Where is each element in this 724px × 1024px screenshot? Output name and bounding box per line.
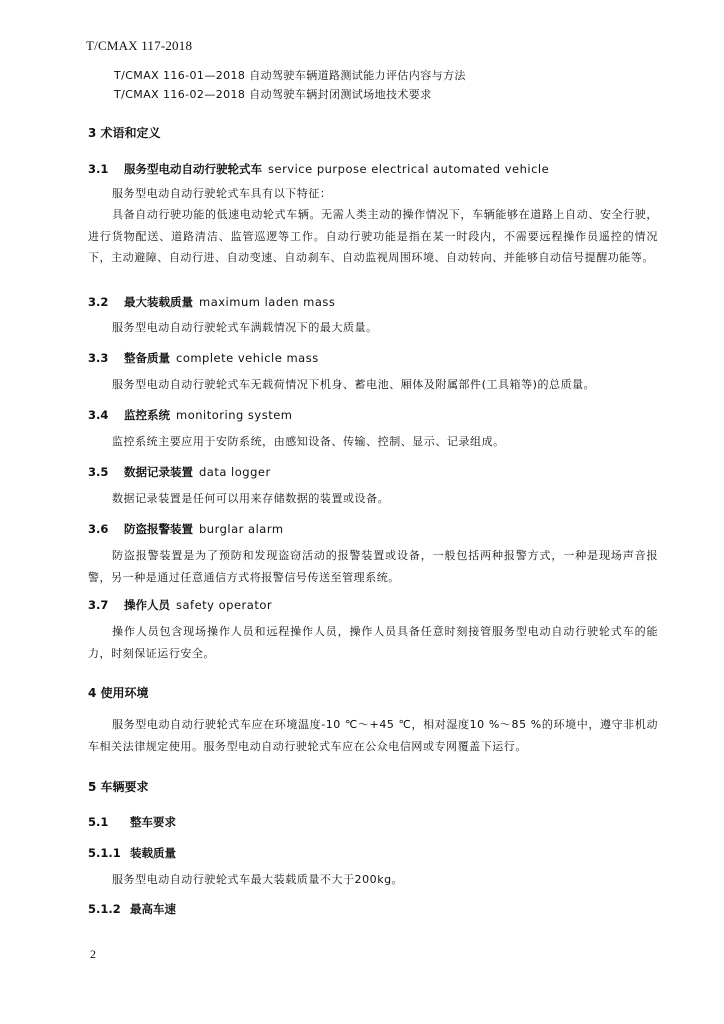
section-3-1-body: 具备自动行驶功能的低速电动轮式车辆。无需人类主动的操作情况下，车辆能够在道路上自动、安全行驶，进行货物配送、道路清洁、监管巡逻等工作。自动行驶功能是指在某一时段内，不需要远程操作员遥控的情况下，主动避障、自动行进、自动变速、自动刹车、自动监视周围环境、自动转向、并能够自动信号提醒功能等。: [88, 208, 658, 264]
section-4-heading: 4 使用环境: [88, 686, 149, 700]
section-5-heading: 5 车辆要求: [88, 780, 149, 794]
section-3-4-heading: 3.4 监控系统 monitoring system: [88, 408, 293, 422]
reference-line-1: T/CMAX 116-01—2018 自动驾驶车辆道路测试能力评估内容与方法: [114, 69, 466, 82]
section-3-7-body: 操作人员包含现场操作人员和远程操作人员，操作人员具备任意时刻接管服务型电动自动行驶轮式车的能力，时刻保证运行安全。: [88, 625, 658, 660]
section-5-1-1-body: 服务型电动自动行驶轮式车最大装载质量不大于200kg。: [112, 873, 404, 886]
reference-line-2: T/CMAX 116-02—2018 自动驾驶车辆封闭测试场地技术要求: [114, 88, 432, 101]
section-3-heading: 3 术语和定义: [88, 126, 161, 140]
section-4-body: 服务型电动自动行驶轮式车应在环境温度-10 ℃～+45 ℃，相对湿度10 %～85 %的环境中，遵守非机动车相关法律规定使用。服务型电动自动行驶轮式车应在公众电信网或专网覆盖下运行。: [88, 718, 658, 753]
section-3-1-intro: 服务型电动自动行驶轮式车具有以下特征：: [112, 187, 332, 200]
section-5-1-1-heading: 5.1.1 装载质量: [88, 846, 176, 860]
section-3-6-heading: 3.6 防盗报警装置 burglar alarm: [88, 522, 284, 536]
section-3-3-heading: 3.3 整备质量 complete vehicle mass: [88, 351, 319, 365]
section-number: 3.1: [88, 162, 109, 176]
section-3-2-heading: 3.2 最大装载质量 maximum laden mass: [88, 295, 336, 309]
term-chinese: 服务型电动自动行驶轮式车: [124, 162, 262, 176]
section-3-2-body: 服务型电动自动行驶轮式车满载情况下的最大质量。: [112, 321, 378, 334]
section-3-4-body: 监控系统主要应用于安防系统，由感知设备、传输、控制、显示、记录组成。: [112, 435, 505, 448]
section-3-6-body: 防盗报警装置是为了预防和发现盗窃活动的报警装置或设备，一般包括两种报警方式，一种是现场声音报警，另一种是通过任意通信方式将报警信号传送至管理系统。: [88, 549, 658, 584]
section-3-5-heading: 3.5 数据记录装置 data logger: [88, 465, 271, 479]
document-code-header: T/CMAX 117-2018: [86, 38, 193, 53]
section-3-7-heading: 3.7 操作人员 safety operator: [88, 598, 273, 612]
section-5-1-2-heading: 5.1.2 最高车速: [88, 902, 176, 916]
section-3-1-heading: [88, 161, 549, 177]
section-5-1-heading: 5.1 整车要求: [88, 815, 176, 829]
section-3-3-body: 服务型电动自动行驶轮式车无载荷情况下机身、蓄电池、厢体及附属部件(工具箱等)的总质量。: [112, 378, 596, 391]
term-english: service purpose electrical automated vehicle: [268, 162, 550, 176]
section-3-5-body: 数据记录装置是任何可以用来存储数据的装置或设备。: [112, 492, 390, 505]
page-number: 2: [90, 947, 96, 961]
